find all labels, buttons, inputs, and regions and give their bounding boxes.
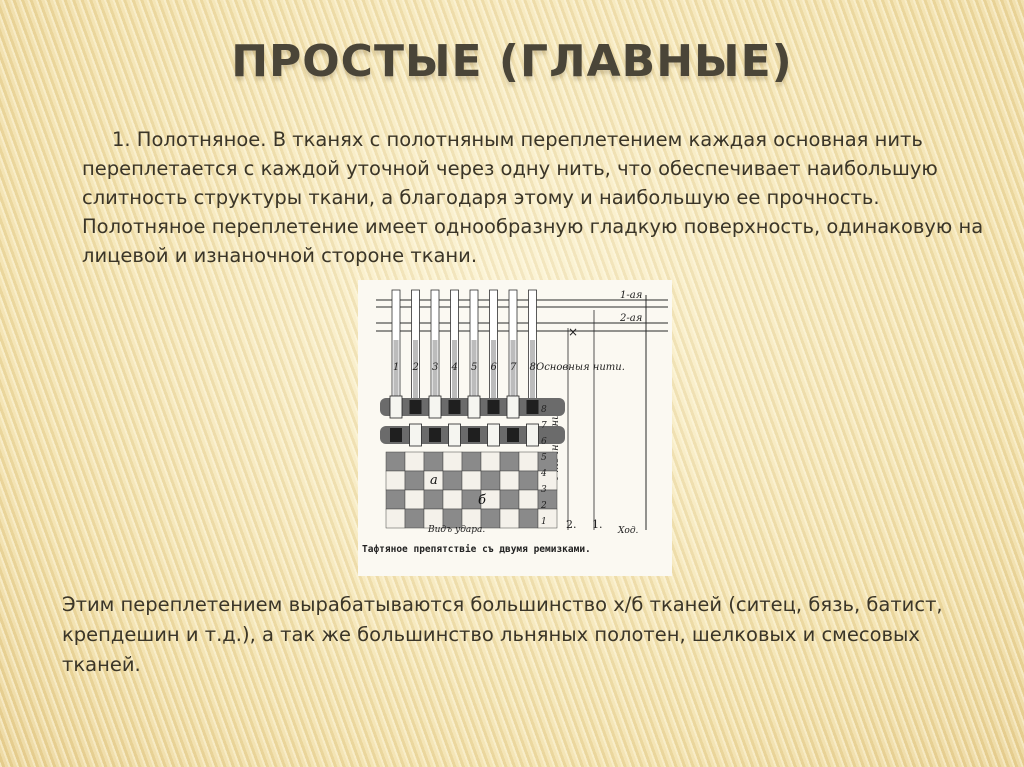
checker-cell bbox=[386, 452, 405, 471]
move-label: Ход. bbox=[618, 526, 639, 536]
checker-cell bbox=[481, 452, 500, 471]
view-label: Видъ удара. bbox=[428, 525, 486, 535]
checker-cell bbox=[519, 490, 538, 509]
warp-over bbox=[488, 424, 500, 446]
checkerboard-pattern bbox=[386, 452, 557, 528]
warp-number: 4 bbox=[451, 362, 458, 373]
weft-number: 6 bbox=[541, 437, 547, 447]
weft-over bbox=[527, 400, 539, 414]
weft-over bbox=[390, 428, 402, 442]
checker-cell bbox=[424, 452, 443, 471]
checker-cell bbox=[500, 471, 519, 490]
paragraph-body: В тканях с полотняным переплетением каждая основная нить переплетается с каждой уточной через одну нить, что обеспечивает наибольшую слитность структуры ткани, а благодаря этому и наибольшую ее прочность. Полотняное переплетение имеет однообразную гладкую поверхность, одинаковую на лицевой и изнаночной стороне ткани. bbox=[82, 128, 984, 267]
heddle-label-2: 2-ая bbox=[620, 313, 643, 324]
warp-over bbox=[410, 424, 422, 446]
warp-number: 8 bbox=[529, 362, 536, 373]
checker-cell bbox=[519, 452, 538, 471]
weft-over bbox=[488, 400, 500, 414]
weft-number: 8 bbox=[541, 405, 547, 415]
warp-threads bbox=[392, 290, 537, 410]
weft-number: 2 bbox=[541, 501, 547, 511]
checker-cell bbox=[500, 452, 519, 471]
warp-number: 5 bbox=[471, 362, 478, 373]
checker-cell bbox=[386, 471, 405, 490]
weft-over bbox=[410, 400, 422, 414]
weft-number: 3 bbox=[541, 485, 547, 495]
checker-cell bbox=[386, 490, 405, 509]
warp-label: Основныя нити. bbox=[536, 362, 625, 373]
warp-over bbox=[468, 396, 480, 418]
checker-cell bbox=[462, 452, 481, 471]
checker-cell bbox=[386, 509, 405, 528]
checker-cell bbox=[405, 490, 424, 509]
warp-over bbox=[527, 424, 539, 446]
warp-number: 1 bbox=[393, 362, 400, 373]
paragraph-plain-weave bbox=[82, 125, 1002, 270]
checker-cell bbox=[443, 471, 462, 490]
warp-over bbox=[449, 424, 461, 446]
checker-cell bbox=[405, 471, 424, 490]
checker-cell bbox=[500, 490, 519, 509]
weft-number: 4 bbox=[541, 469, 547, 479]
label-b: б bbox=[478, 493, 486, 508]
checker-cell bbox=[481, 471, 500, 490]
checker-cell bbox=[443, 490, 462, 509]
weft-number: 5 bbox=[541, 453, 547, 463]
bottom-label-2: 2. bbox=[566, 518, 577, 531]
checker-cell bbox=[405, 509, 424, 528]
label-a: а bbox=[430, 473, 438, 488]
warp-over bbox=[429, 396, 441, 418]
warp-numbers bbox=[393, 362, 536, 373]
checker-cell bbox=[462, 471, 481, 490]
weft-over bbox=[468, 428, 480, 442]
weft-rows bbox=[380, 396, 565, 446]
warp-number: 7 bbox=[510, 362, 517, 373]
figure-caption: Тафтяное препятствіе съ двумя ремизками. bbox=[362, 544, 591, 555]
warp-over bbox=[507, 396, 519, 418]
checker-cell bbox=[443, 452, 462, 471]
weave-illustration bbox=[358, 280, 672, 576]
warp-number: 2 bbox=[412, 362, 419, 373]
weft-over bbox=[507, 428, 519, 442]
svg-text:×: × bbox=[568, 325, 579, 339]
weft-over bbox=[449, 400, 461, 414]
warp-over bbox=[390, 396, 402, 418]
checker-cell bbox=[424, 490, 443, 509]
checker-cell bbox=[519, 471, 538, 490]
plain-weave-diagram bbox=[358, 280, 672, 576]
heddle-label-1: 1-ая bbox=[620, 290, 643, 301]
checker-cell bbox=[519, 509, 538, 528]
checker-cell bbox=[500, 509, 519, 528]
slide-title: ПРОСТЫЕ (ГЛАВНЫЕ) bbox=[231, 36, 793, 87]
paragraph-heading: 1. Полотняное. bbox=[112, 128, 267, 151]
bottom-label-1: 1. bbox=[592, 518, 603, 531]
paragraph-usage bbox=[62, 590, 982, 680]
weft-number: 1 bbox=[541, 517, 547, 527]
warp-number: 3 bbox=[432, 362, 439, 373]
weft-number: 7 bbox=[541, 421, 547, 431]
warp-number: 6 bbox=[490, 362, 497, 373]
weft-over bbox=[429, 428, 441, 442]
usage-text: Этим переплетением вырабатываются большинство х/б тканей (ситец, бязь, батист, крепдешин и т.д.), а так же большинство льняных полотен, шелковых и смесовых тканей. bbox=[62, 593, 943, 676]
checker-cell bbox=[405, 452, 424, 471]
